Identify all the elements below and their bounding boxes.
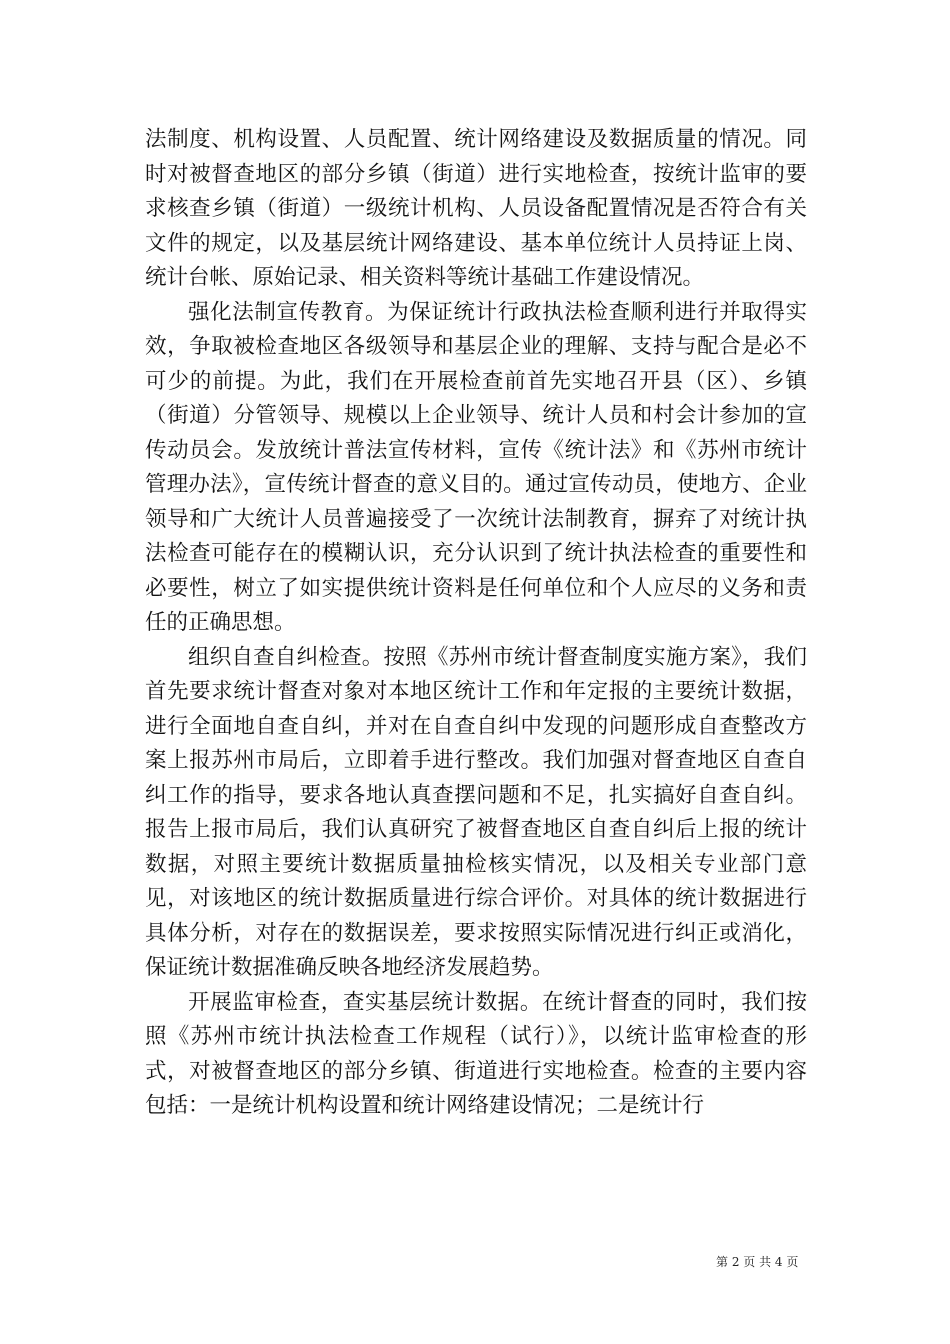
paragraph-2: 强化法制宣传教育。为保证统计行政执法检查顺利进行并取得实效，争取被检查地区各级领导和基层企业的理解、支持与配合是必不可少的前提。为此，我们在开展检查前首先实地召开县（区）、乡镇（街道）分管领导、规模以上企业领导、统计人员和村会计参加的宣传动员会。发放统计普法宣传材料，宣传《统计法》和《苏州市统计管理办法》，宣传统计督查的意义目的。通过宣传动员，使地方、企业领导和广大统计人员普遍接受了一次统计法制教育，摒弃了对统计执法检查可能存在的模糊认识，充分认识到了统计执法检查的重要性和必要性，树立了如实提供统计资料是任何单位和个人应尽的义务和责任的正确思想。 bbox=[145, 299, 807, 635]
paragraph-4: 开展监审检查，查实基层统计数据。在统计督查的同时，我们按照《苏州市统计执法检查工作规程（试行）》，以统计监审检查的形式，对被督查地区的部分乡镇、街道进行实地检查。检查的主要内容包括：一是统计机构设置和统计网络建设情况；二是统计行 bbox=[145, 989, 807, 1118]
page-number: 第 2 页 共 4 页 bbox=[716, 1255, 799, 1269]
document-body bbox=[145, 123, 807, 1124]
paragraph-1: 法制度、机构设置、人员配置、统计网络建设及数据质量的情况。同时对被督查地区的部分乡镇（街道）进行实地检查，按统计监审的要求核查乡镇（街道）一级统计机构、人员设备配置情况是否符合有关文件的规定，以及基层统计网络建设、基本单位统计人员持证上岗、统计台帐、原始记录、相关资料等统计基础工作建设情况。 bbox=[145, 127, 807, 290]
paragraph-3: 组织自查自纠检查。按照《苏州市统计督查制度实施方案》，我们首先要求统计督查对象对本地区统计工作和年定报的主要统计数据，进行全面地自查自纠，并对在自查自纠中发现的问题形成自查整改方案上报苏州市局后，立即着手进行整改。我们加强对督查地区自查自纠工作的指导，要求各地认真查摆问题和不足，扎实搞好自查自纠。报告上报市局后，我们认真研究了被督查地区自查自纠后上报的统计数据，对照主要统计数据质量抽检核实情况，以及相关专业部门意见，对该地区的统计数据质量进行综合评价。对具体的统计数据进行具体分析，对存在的数据误差，要求按照实际情况进行纠正或消化，保证统计数据准确反映各地经济发展趋势。 bbox=[145, 644, 807, 980]
